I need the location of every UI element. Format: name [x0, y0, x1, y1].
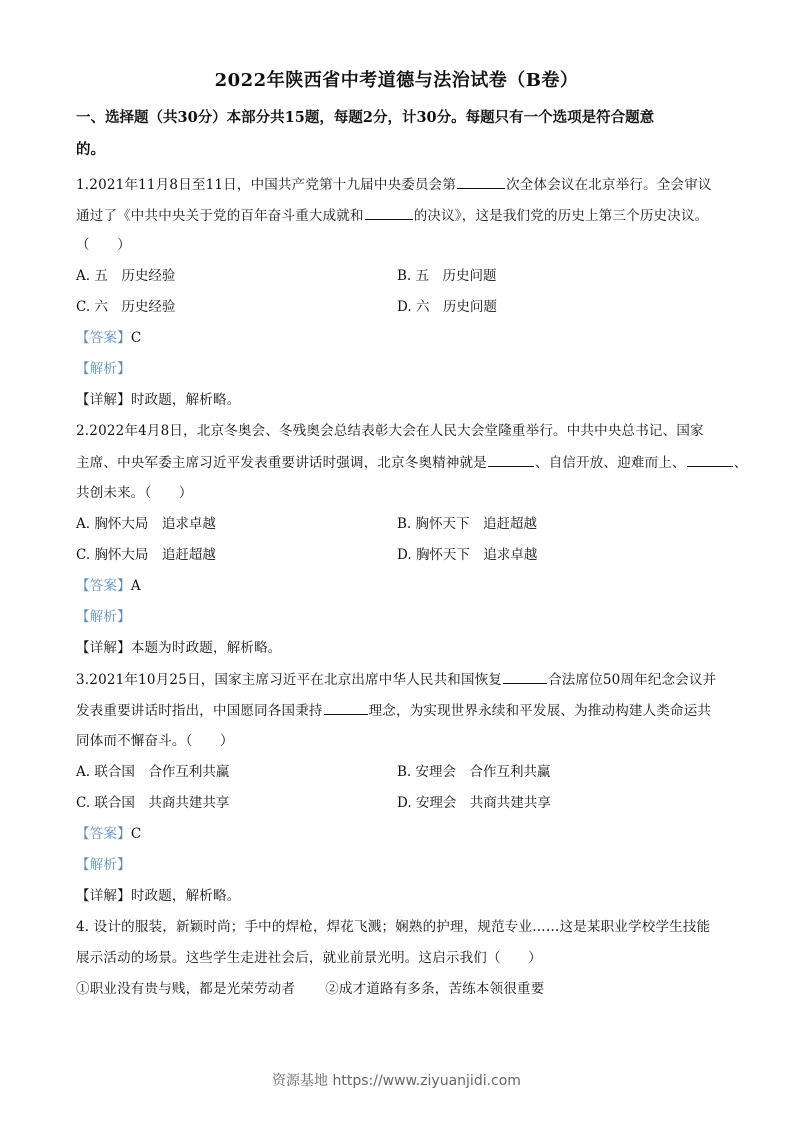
- answer-label: 【答案】: [76, 826, 131, 842]
- question-3-analysis: [76, 855, 726, 875]
- question-2-option-a: [76, 514, 216, 534]
- question-number: 4.: [76, 919, 90, 935]
- detail-label: 【详解】: [76, 392, 131, 408]
- answer-label: 【答案】: [76, 330, 131, 346]
- fill-blank: [324, 700, 368, 715]
- option-key: B.: [397, 268, 412, 284]
- detail-text: 时政题，解析略。: [130, 888, 241, 904]
- analysis-label: 【解析】: [76, 361, 131, 377]
- option-key: C.: [76, 547, 91, 563]
- question-1-option-d: [397, 297, 497, 317]
- fill-blank: [687, 452, 733, 467]
- question-2-option-c: [76, 545, 216, 565]
- stem-text: 2021年11月8日至11日，中国共产党第十九届中央委员会第: [89, 177, 457, 193]
- question-1-option-c: [76, 297, 175, 317]
- question-1-stem-line-3: （ ）: [76, 237, 131, 253]
- stem-text: 、自信开放、迎难而上、: [535, 455, 686, 471]
- analysis-label: 【解析】: [76, 857, 131, 873]
- question-4-stem-line-1: [76, 917, 726, 937]
- question-3-answer: [76, 824, 726, 844]
- question-4-statements: [76, 979, 726, 999]
- option-key: D.: [397, 299, 412, 315]
- question-3-option-c: [76, 793, 229, 813]
- option-key: B.: [397, 764, 412, 780]
- stem-text: 主席、中央军委主席习近平发表重要讲话时强调，北京冬奥精神就是: [76, 455, 487, 471]
- detail-text: 时政题，解析略。: [130, 392, 241, 408]
- option-text: 五 历史经验: [94, 268, 176, 284]
- question-1-detail: [76, 390, 726, 410]
- question-number: 3.: [76, 672, 90, 688]
- option-text: 联合国 共商共建共享: [94, 795, 230, 811]
- question-4-stem-line-2: 展示活动的场景。这些学生走进社会后，就业前景光明。这启示我们（ ）: [76, 950, 542, 966]
- detail-text: 本题为时政题，解析略。: [130, 640, 282, 656]
- section-header-line-2: 的。: [76, 141, 105, 158]
- question-number: 2.: [76, 423, 90, 439]
- option-key: B.: [397, 516, 412, 532]
- question-3-option-d: [397, 793, 551, 813]
- option-text: 安理会 合作互利共赢: [415, 764, 551, 780]
- option-text: 安理会 共商共建共享: [415, 795, 551, 811]
- option-text: 胸怀大局 追求卓越: [94, 516, 216, 532]
- question-1-stem-line-1: [76, 174, 726, 195]
- question-2-option-b: [397, 514, 537, 534]
- question-1-stem-line-2: [76, 205, 726, 226]
- option-key: D.: [397, 547, 412, 563]
- fill-blank: [488, 452, 534, 467]
- option-text: 胸怀大局 追赶超越: [94, 547, 216, 563]
- stem-text: 2021年10月25日，国家主席习近平在北京出席中华人民共和国恢复: [89, 672, 503, 688]
- question-2-answer: [76, 576, 726, 596]
- question-2-stem-line-1: [76, 421, 726, 441]
- question-3-stem-line-2: [76, 700, 726, 721]
- stem-text: 次全体会议在北京举行。全会审议: [506, 177, 712, 193]
- question-1-option-a: [76, 266, 175, 286]
- option-key: A.: [76, 516, 91, 532]
- option-text: 胸怀天下 追赶超越: [415, 516, 538, 532]
- detail-label: 【详解】: [76, 888, 131, 904]
- option-text: 五 历史问题: [415, 268, 497, 284]
- question-2-detail: [76, 638, 726, 658]
- stem-text: 通过了《中共中央关于党的百年奋斗重大成就和: [76, 208, 364, 224]
- question-1-option-b: [397, 266, 497, 286]
- option-key: C.: [76, 795, 91, 811]
- option-text: 六 历史经验: [94, 299, 176, 315]
- fill-blank: [503, 669, 547, 684]
- stem-text: 2022年4月8日，北京冬奥会、冬残奥会总结表彰大会在人民大会堂隆重举行。中共中央总书记、国家: [89, 423, 704, 439]
- stem-text: 发表重要讲话时指出，中国愿同各国秉持: [76, 703, 323, 719]
- question-1-analysis: [76, 359, 726, 379]
- page-title: 2022年陕西省中考道德与法治试卷（B卷）: [214, 70, 579, 91]
- section-header-line-1: 一、选择题（共30分）本部分共15题，每题2分，计30分。每题只有一个选项是符合题意: [76, 109, 655, 126]
- question-3-option-a: [76, 762, 229, 782]
- question-2-stem-line-3: 共创未来。（ ）: [76, 485, 193, 501]
- answer-value: C: [130, 826, 142, 842]
- answer-value: C: [130, 330, 142, 346]
- question-3-detail: [76, 886, 726, 906]
- question-2-stem-line-2: [76, 452, 748, 473]
- option-text: 联合国 合作互利共赢: [94, 764, 230, 780]
- stem-text: 、: [733, 455, 748, 471]
- question-number: 1.: [76, 177, 90, 193]
- footer-watermark: 资源基地 https://www.ziyuanjidi.com: [272, 1073, 521, 1089]
- option-key: A.: [76, 268, 91, 284]
- analysis-label: 【解析】: [76, 609, 131, 625]
- stem-text: 的决议》，这是我们党的历史上第三个历史决议。: [413, 208, 709, 224]
- question-3-option-b: [397, 762, 551, 782]
- fill-blank: [457, 174, 505, 189]
- question-3-stem-line-1: [76, 669, 726, 690]
- section-header: [76, 102, 724, 166]
- answer-value: A: [130, 578, 141, 594]
- question-1-answer: [76, 328, 726, 348]
- option-text: 胸怀天下 追求卓越: [415, 547, 538, 563]
- detail-label: 【详解】: [76, 640, 131, 656]
- option-text: 六 历史问题: [415, 299, 497, 315]
- statement-2: ②成才道路有多条，苦练本领很重要: [325, 981, 545, 997]
- stem-text: 合法席位50周年纪念会议并: [548, 672, 717, 688]
- question-2-analysis: [76, 607, 726, 627]
- question-2-option-d: [397, 545, 537, 565]
- statement-1: ①职业没有贵与贱，都是光荣劳动者: [76, 981, 296, 997]
- option-key: D.: [397, 795, 412, 811]
- option-key: A.: [76, 764, 91, 780]
- stem-text: 设计的服装，新颖时尚；手中的焊枪，焊花飞溅；娴熟的护理，规范专业……这是某职业学校学生技能: [93, 919, 711, 935]
- option-key: C.: [76, 299, 91, 315]
- answer-label: 【答案】: [76, 578, 131, 594]
- question-3-stem-line-3: 同体而不懈奋斗。（ ）: [76, 733, 234, 749]
- fill-blank: [365, 205, 413, 220]
- stem-text: 理念，为实现世界永续和平发展、为推动构建人类命运共: [368, 703, 712, 719]
